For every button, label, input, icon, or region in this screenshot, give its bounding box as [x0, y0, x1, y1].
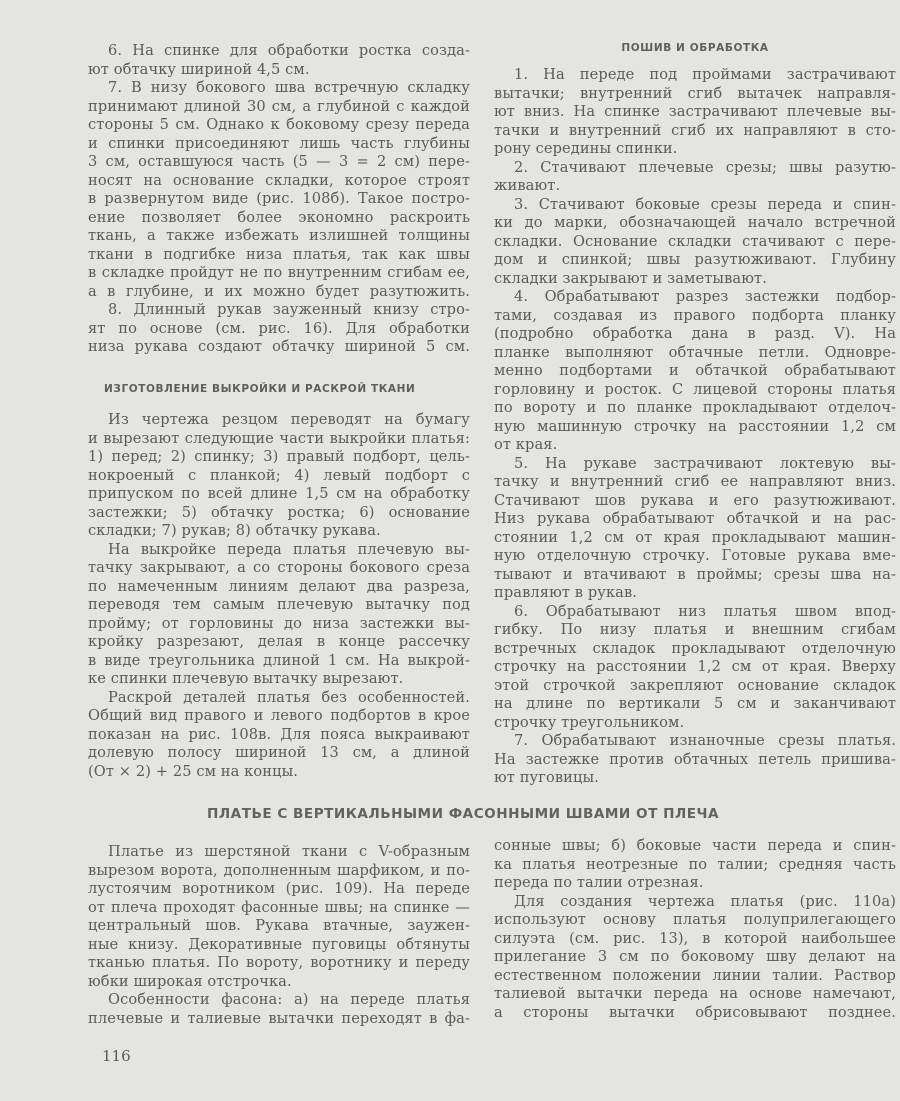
text-line: ке спинки плечевую вытачку вырезают.: [88, 670, 404, 687]
text-line: низа рукава создают обтачку шириной 5 см.: [88, 338, 470, 355]
text-line: 1. На переде под проймами застрачивают: [514, 66, 896, 83]
section-dress-left-text: [88, 843, 470, 1028]
text-line: 3 см, оставшуюся часть (5 — 3 = 2 см) пере-: [88, 153, 470, 170]
text-line: центральный шов. Рукава втачные, заужен-: [88, 917, 470, 934]
text-line: ки до марки, обозначающей начало встречной: [494, 214, 896, 231]
text-line: по вороту и по планке прокладывают отделоч-: [494, 399, 896, 416]
text-line: 5. На рукаве застрачивают локтевую вы-: [514, 454, 896, 472]
text-line: На застежке против обтачных петель пришива-: [494, 750, 896, 768]
text-line: естественном положении линии талии. Раствор: [494, 966, 896, 984]
text-line: 7. В низу бокового шва встречную складку: [108, 79, 470, 96]
text-line: ткани в подгибке низа платья, так как швы: [88, 245, 470, 263]
text-line: талиевой вытачки переда на основе намечают,: [494, 985, 896, 1002]
section-heading-sewing: ПОШИВ И ОБРАБОТКА: [621, 42, 769, 54]
text-line: от плеча проходят фасонные швы; на спинке —: [88, 898, 470, 916]
text-line: ение позволяет более экономно раскроить: [88, 208, 470, 226]
text-line: 7. Обрабатывают изнаночные срезы платья.: [514, 732, 896, 749]
text-line: принимают длиной 30 см, а глубиной с каждой: [88, 97, 470, 115]
text-line: строчку на расстоянии 1,2 см от края. Вверху: [494, 658, 896, 675]
text-line: 2. Стачивают плечевые срезы; швы разутю-: [514, 158, 896, 176]
text-line: живают.: [494, 177, 561, 194]
text-line: а стороны вытачки обрисовывают позднее.: [494, 1003, 896, 1021]
text-line: гибку. По низу платья и внешним сгибам: [494, 621, 896, 638]
text-line: носят на основание складки, которое строят: [88, 171, 470, 189]
text-line: а в глубине, и их можно будет разутюжить.: [88, 282, 470, 300]
text-line: долевую полосу шириной 13 см, а длиной: [88, 744, 470, 761]
section-pattern-text: [88, 411, 470, 781]
text-line: планке выполняют обтачные петли. Одновре-: [494, 343, 896, 361]
text-line: 6. На спинке для обработки ростка созда-: [108, 42, 470, 59]
text-line: ят по основе (см. рис. 16). Для обработки: [88, 319, 470, 337]
text-line: тами, создавая из правого подборта планку: [494, 306, 896, 324]
text-line: рону середины спинки.: [494, 140, 678, 157]
text-line: лустоячим воротником (рис. 109). На переде: [88, 880, 470, 897]
text-line: тканью платья. По вороту, воротнику и переду: [88, 954, 470, 971]
section-sewing-text: [494, 66, 896, 788]
text-line: тачку и внутренний сгиб ее направляют вниз.: [494, 473, 896, 490]
text-line: стороны 5 см. Однако к боковому срезу переда: [88, 116, 470, 133]
text-line: Из чертежа резцом переводят на бумагу: [108, 411, 470, 428]
text-line: ка платья неотрезные по талии; средняя часть: [494, 855, 896, 873]
text-line: Общий вид правого и левого подбортов в крое: [88, 707, 470, 724]
text-line: ные книзу. Декоративные пуговицы обтянуты: [88, 935, 470, 953]
text-line: застежки; 5) обтачку ростка; 6) основание: [88, 503, 470, 521]
text-line: по намеченным линиям делают два разреза,: [88, 577, 470, 595]
text-line: Особенности фасона: а) на переде платья: [108, 991, 470, 1008]
text-line: правляют в рукав.: [494, 584, 638, 601]
text-line: дом и спинкой; швы разутюживают. Глубину: [494, 251, 896, 268]
text-line: и спинки присоединяют лишь часть глубины: [88, 134, 470, 152]
text-line: 1) перед; 2) спинку; 3) правый подборт, цель-: [88, 448, 470, 465]
text-line: тачки и внутренний сгиб их направляют в сто-: [494, 121, 896, 139]
text-line: ют пуговицы.: [494, 769, 599, 786]
text-line: Раскрой деталей платья без особенностей.: [108, 688, 470, 706]
text-line: Для создания чертежа платья (рис. 110а): [514, 892, 896, 910]
text-line: ткань, а также избежать излишней толщины: [88, 227, 470, 244]
text-line: (От × 2) + 25 см на концы.: [88, 762, 299, 780]
text-line: встречных складок прокладывают отделочную: [494, 639, 896, 657]
text-line: сонные швы; б) боковые части переда и спин-: [494, 837, 896, 854]
text-line: строчку треугольником.: [494, 713, 685, 731]
text-line: (подробно обработка дана в разд. V). На: [494, 325, 896, 342]
text-line: припуском по всей длине 1,5 см на обработку: [88, 485, 470, 502]
text-line: ную отделочную строчку. Готовые рукава вме-: [494, 547, 896, 564]
page-number: 116: [102, 1047, 131, 1065]
text-line: 6. Обрабатывают низ платья швом впод-: [514, 602, 896, 620]
text-line: показан на рис. 108в. Для пояса выкраивают: [88, 725, 470, 743]
text-line: и вырезают следующие части выкройки платья:: [88, 429, 470, 447]
text-line: используют основу платья полуприлегающего: [494, 911, 896, 928]
text-line: складки закрывают и заметывают.: [494, 269, 767, 287]
section-dress-right-text: [494, 837, 896, 1022]
text-line: тывают и втачивают в проймы; срезы шва на-: [494, 565, 896, 583]
text-line: этой строчкой закрепляют основание складок: [494, 676, 896, 694]
text-line: нокроеный с планкой; 4) левый подборт с: [88, 466, 470, 484]
text-line: горловину и росток. С лицевой стороны платья: [494, 380, 896, 398]
text-line: стоянии 1,2 см от края прокладывают машин-: [494, 528, 896, 546]
text-line: вытачки; внутренний сгиб вытачек направля-: [494, 84, 896, 102]
text-line: от края.: [494, 436, 558, 453]
text-line: Платье из шерстяной ткани с V-образным: [108, 843, 470, 860]
text-line: 8. Длинный рукав зауженный книзу стро-: [108, 301, 470, 318]
text-line: юбки широкая отстрочка.: [88, 972, 292, 990]
text-line: На выкройке переда платья плечевую вы-: [108, 540, 470, 558]
text-line: переводя тем самым плечевую вытачку под: [88, 596, 470, 613]
text-line: складки. Основание складки стачивают с пере-: [494, 232, 896, 250]
left-column-top-text: [88, 42, 470, 357]
text-line: складки; 7) рукав; 8) обтачку рукава.: [88, 522, 381, 539]
text-line: в складке пройдут не по внутренним сгибам ее,: [88, 264, 470, 281]
text-line: 3. Стачивают боковые срезы переда и спин-: [514, 195, 896, 213]
text-line: Низ рукава обрабатывают обтачкой и на рас-: [494, 510, 896, 527]
text-line: на длине по вертикали 5 см и заканчивают: [494, 695, 896, 712]
text-line: в развернутом виде (рис. 108б). Такое постро-: [88, 190, 470, 207]
text-line: в виде треугольника длиной 1 см. На выкрой-: [88, 651, 470, 669]
text-line: ют обтачку шириной 4,5 см.: [88, 60, 310, 78]
text-line: 4. Обрабатывают разрез застежки подбор-: [514, 288, 896, 305]
text-line: вырезом ворота, дополненным шарфиком, и по-: [88, 861, 470, 879]
text-line: прилегание 3 см по боковому шву делают на: [494, 948, 896, 965]
text-line: ют вниз. На спинке застрачивают плечевые вы-: [494, 103, 896, 120]
section-heading-pattern: ИЗГОТОВЛЕНИЕ ВЫКРОЙКИ И РАСКРОЙ ТКАНИ: [104, 383, 416, 395]
text-line: плечевые и талиевые вытачки переходят в фа-: [88, 1009, 470, 1027]
text-line: ную машинную строчку на расстоянии 1,2 см: [494, 417, 896, 435]
text-line: менно подбортами и обтачкой обрабатывают: [494, 362, 896, 379]
section-heading-dress: ПЛАТЬЕ С ВЕРТИКАЛЬНЫМИ ФАСОННЫМИ ШВАМИ ОТ ПЛЕЧА: [207, 806, 720, 822]
text-line: пройму; от горловины до низа застежки вы-: [88, 614, 470, 632]
text-line: кройку разрезают, делая в конце рассечку: [88, 633, 470, 650]
text-line: Стачивают шов рукава и его разутюживают.: [494, 491, 896, 509]
text-line: тачку закрывают, а со стороны бокового среза: [88, 559, 470, 576]
text-line: силуэта (см. рис. 13), в которой наибольшее: [494, 929, 896, 947]
text-line: переда по талии отрезная.: [494, 874, 704, 891]
